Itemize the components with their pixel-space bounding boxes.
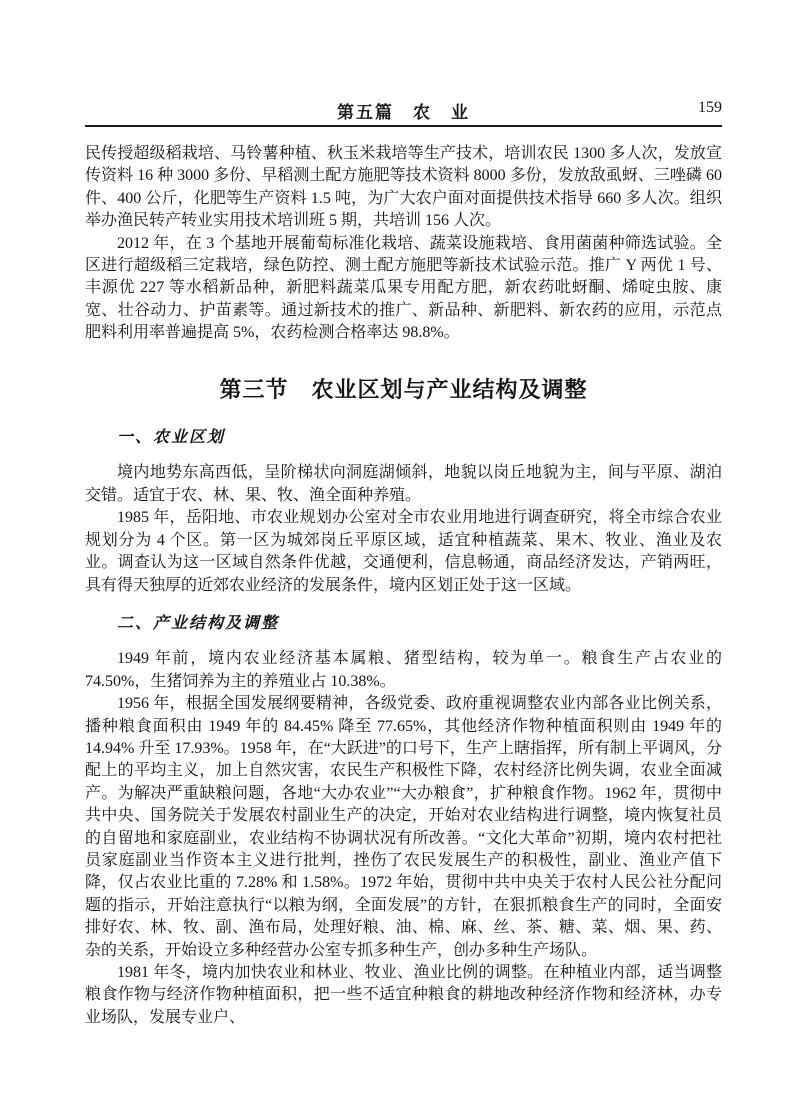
section-title: 第三节 农业区划与产业结构及调整 bbox=[219, 376, 588, 402]
paragraph-1949: 1949 年前，境内农业经济基本属粮、猪型结构，较为单一。粮食生产占农业的 74.50%，生猪饲养为主的养殖业占 10.38%。 bbox=[85, 650, 722, 690]
running-header bbox=[85, 98, 722, 120]
page-body bbox=[85, 143, 722, 1029]
paragraph-terrain: 境内地势东高西低，呈阶梯状向洞庭湖倾斜，地貌以岗丘地貌为主，间与平原、湖泊交错。适宜于农、林、果、牧、渔全面种养殖。 bbox=[85, 464, 722, 504]
paragraph-1985: 1985 年，岳阳地、市农业规划办公室对全市农业用地进行调查研究，将全市综合农业规划分为 4 个区。第一区为城郊岗丘平原区域，适宜种植蔬菜、果木、牧业、渔业及农业。调查认为这一区域自然条件优越，交通便利，信息畅通，商品经济发达，产销两旺，具有得天独厚的近郊农业经济的发展条件，境内区划正处于这一区域。 bbox=[85, 509, 722, 594]
paragraph-2012: 2012 年，在 3 个基地开展葡萄标准化栽培、蔬菜设施栽培、食用菌菌种筛选试验。全区进行超级稻三定栽培，绿色防控、测土配方施肥等新技术试验示范。推广 Y 两优 1 号、丰源优 227 等水稻新品种，新肥料蔬菜瓜果专用配方肥，新农药吡蚜酮、烯啶虫胺、康宽、壮谷动力、护苗素等。通过新技术的推广、新品种、新肥料、新农药的应用，示范点肥料利用率普遍提高 5%，农药检测合格率达 98.8%。 bbox=[85, 234, 722, 342]
subsection-heading-2: 二、产业结构及调整 bbox=[117, 614, 280, 632]
subsection-heading-1: 一、农业区划 bbox=[117, 429, 226, 447]
header-rule bbox=[85, 125, 722, 127]
paragraph-1956-1972: 1956 年，根据全国发展纲要精神，各级党委、政府重视调整农业内部各业比例关系，播种粮食面积由 1949 年的 84.45% 降至 77.65%，其他经济作物种植面积则由 1949 年的 14.94% 升至 17.93%。1958 年，在“大跃进”的口号下，生产上瞎指挥，所有制上平调风，分配上的平均主义，加上自然灾害，农民生产积极性下降，农村经济比例失调，农业全面减产。为解决严重缺粮问题，各地“大办农业”“大办粮食”，扩种粮食作物。1962 年，贯彻中共中央、国务院关于发展农村副业生产的决定，开始对农业结构进行调整，境内恢复社员的自留地和家庭副业，农业结构不协调状况有所改善。“文化大革命”初期，境内农村把社员家庭副业当作资本主义进行批判，挫伤了农民发展生产的积极性，副业、渔业产值下降，仅占农业比重的 7.28% 和 1.58%。1972 年始，贯彻中共中央关于农村人民公社分配问题的指示，开始注意执行“以粮为纲，全面发展”的方针，在狠抓粮食生产的同时，全面安排好农、林、牧、副、渔布局，处理好粮、油、棉、麻、丝、茶、糖、菜、烟、果、药、杂的关系，开始设立多种经营办公室专抓多种生产，创办多种生产场队。 bbox=[85, 695, 722, 959]
paragraph-1981: 1981 年冬，境内加快农业和林业、牧业、渔业比例的调整。在种植业内部，适当调整粮食作物与经济作物种植面积，把一些不适宜种粮食的耕地改种经济作物和经济林，办专业场队，发展专业户、 bbox=[85, 964, 722, 1026]
page-number: 159 bbox=[698, 99, 722, 116]
running-header-title: 第五篇 农 业 bbox=[337, 103, 470, 122]
paragraph-continuation: 民传授超级稻栽培、马铃薯种植、秋玉米栽培等生产技术，培训农民 1300 多人次，发放宣传资料 16 种 3000 多份、早稻测土配方施肥等技术资料 8000 多份，发放敌虱蚜、三唑磷 60 件、400 公斤，化肥等生产资料 1.5 吨，为广大农户面对面提供技术指导 660 多人次。组织举办渔民转产转业实用技术培训班 5 期，共培训 156 人次。 bbox=[85, 145, 722, 230]
